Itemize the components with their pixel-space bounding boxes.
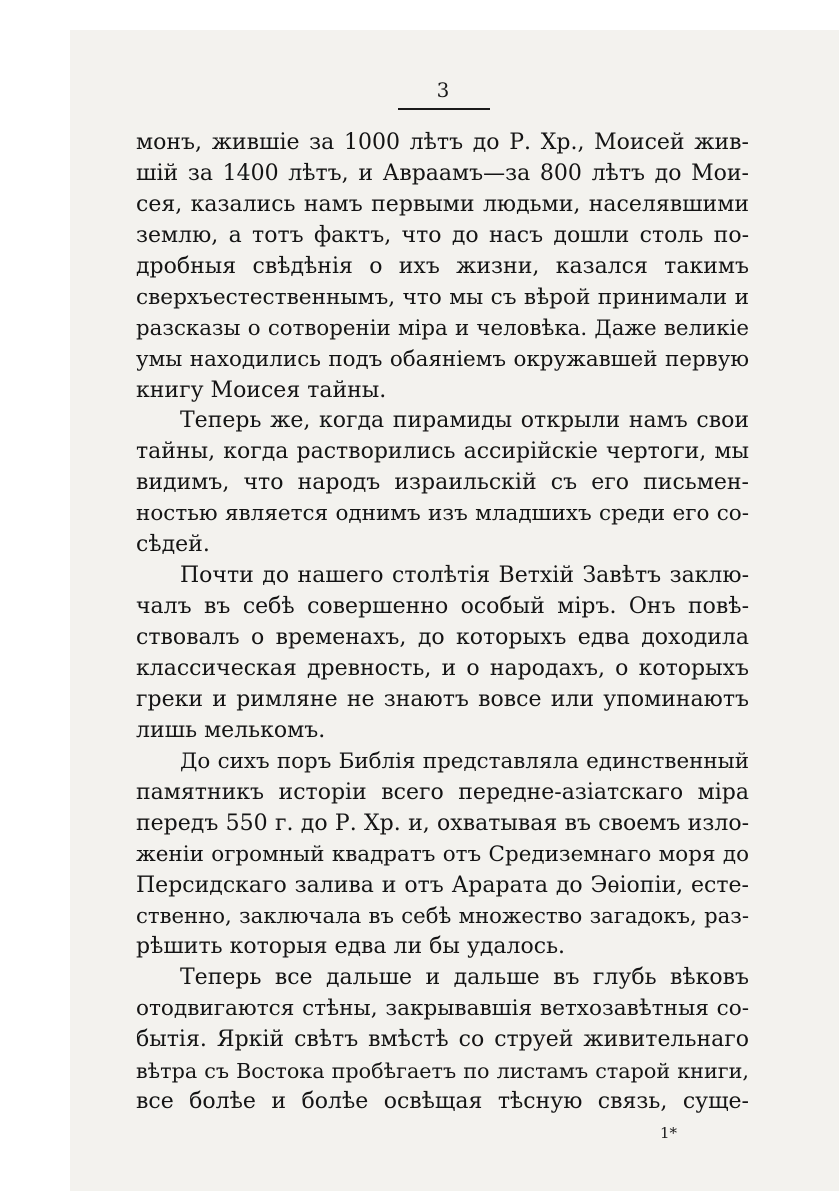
- text-line: рѣшить которыя едва ли бы удалось.: [136, 934, 566, 960]
- text-line: Теперь же, когда пирамиды открыли намъ свои: [180, 408, 749, 434]
- text-line: передъ 550 г. до Р. Хр. и, охватывая въ своемъ изло-: [136, 810, 749, 836]
- text-line: все болѣе и болѣе освѣщая тѣсную связь, суще-: [136, 1089, 749, 1115]
- text-line: вѣтра съ Востока пробѣгаетъ по листамъ старой книги,: [136, 1059, 749, 1084]
- text-line: женіи огромный квадратъ отъ Средиземнаго моря до: [136, 841, 749, 867]
- text-line: умы находились подъ обаяніемъ окружавшей первую: [136, 346, 749, 372]
- text-line: сверхъестественнымъ, что мы съ вѣрой принимали и: [136, 284, 749, 310]
- text-line: классическая древность, и о народахъ, о которыхъ: [136, 655, 749, 681]
- header-rule: [398, 108, 490, 110]
- text-line: шій за 1400 лѣтъ, и Авраамъ—за 800 лѣтъ до Мои-: [136, 160, 749, 186]
- text-line: Почти до нашего столѣтія Ветхій Завѣтъ заклю-: [180, 563, 749, 589]
- text-line: Теперь все дальше и дальше въ глубь вѣковъ: [180, 965, 749, 991]
- text-line: лишь мелькомъ.: [136, 717, 326, 743]
- text-line: сея, казались намъ первыми людьми, населявшими: [136, 191, 749, 217]
- text-line: Персидскаго залива и отъ Арарата до Эѳіопіи, есте-: [136, 872, 749, 898]
- text-line: ствовалъ о временахъ, до которыхъ едва доходила: [136, 625, 749, 650]
- text-line: памятникъ исторіи всего передне-азіатскаго міра: [136, 779, 749, 805]
- text-line: отодвигаются стѣны, закрывавшія ветхозавѣтныя со-: [136, 996, 749, 1022]
- text-line: тайны, когда растворились ассирійскіе чертоги, мы: [136, 439, 749, 465]
- text-line: бытія. Яркій свѣтъ вмѣстѣ со струей живительнаго: [136, 1027, 749, 1053]
- page-number: 3: [436, 78, 450, 102]
- text-line: сѣдей.: [136, 532, 210, 558]
- text-line: греки и римляне не знаютъ вовсе или упоминаютъ: [136, 686, 749, 712]
- printer-signature-mark: 1*: [660, 1124, 678, 1142]
- text-line: ностью является однимъ изъ младшихъ среди его со-: [136, 501, 749, 527]
- text-line: книгу Моисея тайны.: [136, 377, 387, 403]
- text-line: видимъ, что народъ израильскій съ его письмен-: [136, 470, 749, 496]
- text-line: ственно, заключала въ себѣ множество загадокъ, раз-: [136, 903, 749, 929]
- text-line: До сихъ поръ Библія представляла единственный: [180, 748, 749, 774]
- text-line: монъ, жившіе за 1000 лѣтъ до Р. Хр., Моисей жив-: [136, 130, 749, 155]
- text-line: землю, а тотъ фактъ, что до насъ дошли столь по-: [136, 222, 749, 248]
- body-text: [136, 128, 749, 1118]
- text-line: разсказы о сотвореніи міра и человѣка. Даже великіе: [136, 315, 749, 341]
- text-line: чалъ въ себѣ совершенно особый міръ. Онъ повѣ-: [136, 594, 749, 620]
- text-line: дробныя свѣдѣнія о ихъ жизни, казался такимъ: [136, 253, 749, 279]
